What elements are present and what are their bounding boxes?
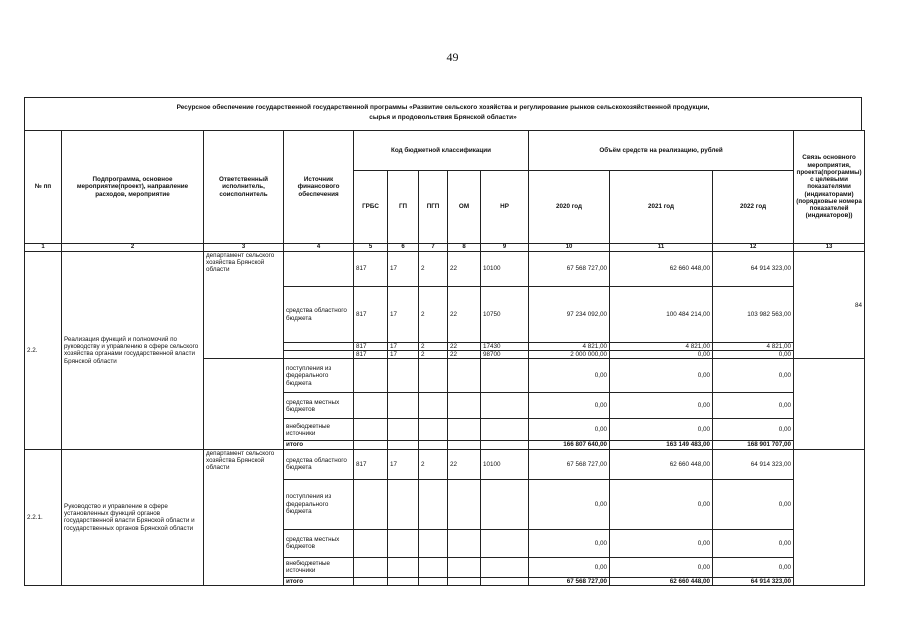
cell-np xyxy=(481,479,529,529)
cell-om xyxy=(448,529,481,557)
cell-2020: 2 000 000,00 xyxy=(529,351,610,359)
header-grbs: ГРБС xyxy=(354,171,388,244)
cell-2022: 64 914 323,00 xyxy=(713,252,794,287)
cell-pgp xyxy=(419,479,448,529)
cell-gp: 17 xyxy=(388,252,419,287)
header-2020: 2020 год xyxy=(529,171,610,244)
cell-om: 22 xyxy=(448,449,481,479)
cell-2020: 0,00 xyxy=(529,557,610,577)
page-number: 49 xyxy=(446,50,459,64)
cell-pgp: 2 xyxy=(419,343,448,351)
cell-2022: 168 901 707,00 xyxy=(713,441,794,449)
cell-source: средства областного бюджета xyxy=(284,287,354,343)
cell-pgp xyxy=(419,359,448,393)
cell-pgp xyxy=(419,419,448,441)
column-number: 2 xyxy=(62,244,204,252)
header-subprogram: Подпрограмма, основное мероприятие(проект), направление расходов, мероприятие xyxy=(62,131,204,244)
cell-2022: 103 982 563,00 xyxy=(713,287,794,343)
cell-om xyxy=(448,479,481,529)
cell-2020: 67 568 727,00 xyxy=(529,577,610,585)
column-number: 12 xyxy=(713,244,794,252)
row-name: Реализация функций и полномочий по руководству и управлению в сфере сельского хозяйства органами государственной власти Брянской области xyxy=(62,252,204,450)
table-row xyxy=(25,252,865,287)
cell-om xyxy=(448,359,481,393)
header-num: № пп xyxy=(25,131,62,244)
cell-2021: 0,00 xyxy=(610,359,713,393)
cell-link xyxy=(794,449,865,585)
header-responsible: Ответственный исполнитель, соисполнитель xyxy=(204,131,284,244)
header-om: ОМ xyxy=(448,171,481,244)
column-number: 11 xyxy=(610,244,713,252)
cell-np: 10100 xyxy=(481,252,529,287)
header-np: НР xyxy=(481,171,529,244)
cell-gp xyxy=(388,419,419,441)
header-budget-code: Код бюджетной классификации xyxy=(354,131,529,171)
cell-source: внебюджетные источники xyxy=(284,419,354,441)
cell-np xyxy=(481,419,529,441)
row-num: 2.2.1. xyxy=(25,449,62,585)
cell-np xyxy=(481,393,529,419)
cell-2022: 0,00 xyxy=(713,419,794,441)
cell-2020: 0,00 xyxy=(529,359,610,393)
cell-np xyxy=(481,359,529,393)
header-volume: Объём средств на реализацию, рублей xyxy=(529,131,794,171)
cell-np: 10100 xyxy=(481,449,529,479)
cell-2021: 62 660 448,00 xyxy=(610,577,713,585)
cell-np: 10750 xyxy=(481,287,529,343)
cell-2022: 0,00 xyxy=(713,351,794,359)
row-name: Руководство и управление в сфере установленных функций органов государственной власти Брянской области и государственных органов Брянской области xyxy=(62,449,204,585)
cell-pgp xyxy=(419,529,448,557)
cell-2022: 0,00 xyxy=(713,393,794,419)
column-number: 7 xyxy=(419,244,448,252)
cell-link-empty xyxy=(794,359,865,449)
header-pgp: ПГП xyxy=(419,171,448,244)
cell-2021: 62 660 448,00 xyxy=(610,449,713,479)
cell-2021: 0,00 xyxy=(610,529,713,557)
cell-grbs: 817 xyxy=(354,252,388,287)
cell-2021: 0,00 xyxy=(610,479,713,529)
row-responsible: департамент сельского хозяйства Брянской области xyxy=(204,252,284,359)
cell-2022: 64 914 323,00 xyxy=(713,449,794,479)
cell-source: поступления из федерального бюджета xyxy=(284,479,354,529)
cell-2020: 67 568 727,00 xyxy=(529,449,610,479)
header-source: Источник финансового обеспечения xyxy=(284,131,354,244)
cell-grbs xyxy=(354,479,388,529)
column-number: 13 xyxy=(794,244,865,252)
cell-source: средства местных бюджетов xyxy=(284,393,354,419)
cell-2020: 0,00 xyxy=(529,479,610,529)
cell-2022: 0,00 xyxy=(713,359,794,393)
cell-pgp: 2 xyxy=(419,351,448,359)
cell-grbs xyxy=(354,529,388,557)
cell-2021: 163 149 483,00 xyxy=(610,441,713,449)
cell-np: 98700 xyxy=(481,351,529,359)
table-row xyxy=(25,449,865,479)
cell-pgp xyxy=(419,393,448,419)
cell-2020: 0,00 xyxy=(529,393,610,419)
column-number: 8 xyxy=(448,244,481,252)
cell-gp xyxy=(388,557,419,577)
cell-om: 22 xyxy=(448,343,481,351)
cell-om xyxy=(448,577,481,585)
row-num: 2.2. xyxy=(25,252,62,450)
cell-source xyxy=(284,343,354,351)
cell-pgp: 2 xyxy=(419,252,448,287)
column-number-row xyxy=(25,244,865,252)
document-title xyxy=(24,97,862,130)
cell-2020: 0,00 xyxy=(529,419,610,441)
cell-2022: 64 914 323,00 xyxy=(713,577,794,585)
cell-gp: 17 xyxy=(388,287,419,343)
cell-gp xyxy=(388,393,419,419)
cell-link: 84 xyxy=(794,252,865,359)
column-number: 9 xyxy=(481,244,529,252)
cell-om: 22 xyxy=(448,252,481,287)
title-line-2: сырья и продовольствия Брянской области» xyxy=(369,114,517,121)
cell-grbs xyxy=(354,557,388,577)
cell-source: итого xyxy=(284,577,354,585)
cell-np xyxy=(481,529,529,557)
cell-grbs: 817 xyxy=(354,449,388,479)
cell-2022: 0,00 xyxy=(713,529,794,557)
cell-pgp xyxy=(419,557,448,577)
cell-np xyxy=(481,441,529,449)
cell-2021: 0,00 xyxy=(610,351,713,359)
cell-source xyxy=(284,351,354,359)
cell-grbs xyxy=(354,441,388,449)
cell-grbs xyxy=(354,419,388,441)
cell-source: средства областного бюджета xyxy=(284,449,354,479)
cell-2020: 4 821,00 xyxy=(529,343,610,351)
cell-om xyxy=(448,419,481,441)
column-number: 4 xyxy=(284,244,354,252)
cell-pgp xyxy=(419,577,448,585)
cell-pgp xyxy=(419,441,448,449)
cell-om: 22 xyxy=(448,287,481,343)
cell-gp xyxy=(388,479,419,529)
header-gp: ГП xyxy=(388,171,419,244)
cell-source: поступления из федерального бюджета xyxy=(284,359,354,393)
cell-2021: 0,00 xyxy=(610,393,713,419)
column-number: 1 xyxy=(25,244,62,252)
cell-gp: 17 xyxy=(388,343,419,351)
cell-om xyxy=(448,441,481,449)
cell-grbs: 817 xyxy=(354,287,388,343)
cell-np: 17430 xyxy=(481,343,529,351)
cell-om xyxy=(448,393,481,419)
cell-2022: 0,00 xyxy=(713,479,794,529)
cell-gp: 17 xyxy=(388,351,419,359)
cell-2021: 0,00 xyxy=(610,419,713,441)
cell-gp xyxy=(388,359,419,393)
cell-2020: 67 568 727,00 xyxy=(529,252,610,287)
column-number: 5 xyxy=(354,244,388,252)
cell-gp xyxy=(388,529,419,557)
column-number: 3 xyxy=(204,244,284,252)
cell-pgp: 2 xyxy=(419,449,448,479)
header-link: Связь основного мероприятия, проекта(программы) с целевыми показателями (индикаторами) (порядковые номера показателей (индикаторов)) xyxy=(794,131,865,244)
header-2022: 2022 год xyxy=(713,171,794,244)
row-responsible-empty xyxy=(204,359,284,449)
cell-2022: 4 821,00 xyxy=(713,343,794,351)
resource-table xyxy=(24,130,865,586)
header-2021: 2021 год xyxy=(610,171,713,244)
cell-grbs xyxy=(354,359,388,393)
cell-gp: 17 xyxy=(388,449,419,479)
cell-2021: 4 821,00 xyxy=(610,343,713,351)
cell-2020: 97 234 092,00 xyxy=(529,287,610,343)
cell-2021: 0,00 xyxy=(610,557,713,577)
cell-pgp: 2 xyxy=(419,287,448,343)
cell-2021: 62 660 448,00 xyxy=(610,252,713,287)
column-number: 10 xyxy=(529,244,610,252)
cell-grbs xyxy=(354,393,388,419)
row-responsible: департамент сельского хозяйства Брянской области xyxy=(204,449,284,585)
cell-om: 22 xyxy=(448,351,481,359)
cell-2021: 100 484 214,00 xyxy=(610,287,713,343)
cell-grbs: 817 xyxy=(354,343,388,351)
cell-source xyxy=(284,252,354,287)
cell-2022: 0,00 xyxy=(713,557,794,577)
cell-2020: 166 807 640,00 xyxy=(529,441,610,449)
cell-grbs xyxy=(354,577,388,585)
cell-om xyxy=(448,557,481,577)
cell-gp xyxy=(388,441,419,449)
cell-source: итого xyxy=(284,441,354,449)
cell-source: внебюджетные источники xyxy=(284,557,354,577)
cell-gp xyxy=(388,577,419,585)
cell-np xyxy=(481,557,529,577)
cell-np xyxy=(481,577,529,585)
cell-source: средства местных бюджетов xyxy=(284,529,354,557)
column-number: 6 xyxy=(388,244,419,252)
cell-grbs: 817 xyxy=(354,351,388,359)
title-line-1: Ресурсное обеспечение государственной государственной программы «Развитие сельского хозяйства и регулирование рынков сельскохозяйственной продукции, xyxy=(176,104,710,111)
cell-2020: 0,00 xyxy=(529,529,610,557)
